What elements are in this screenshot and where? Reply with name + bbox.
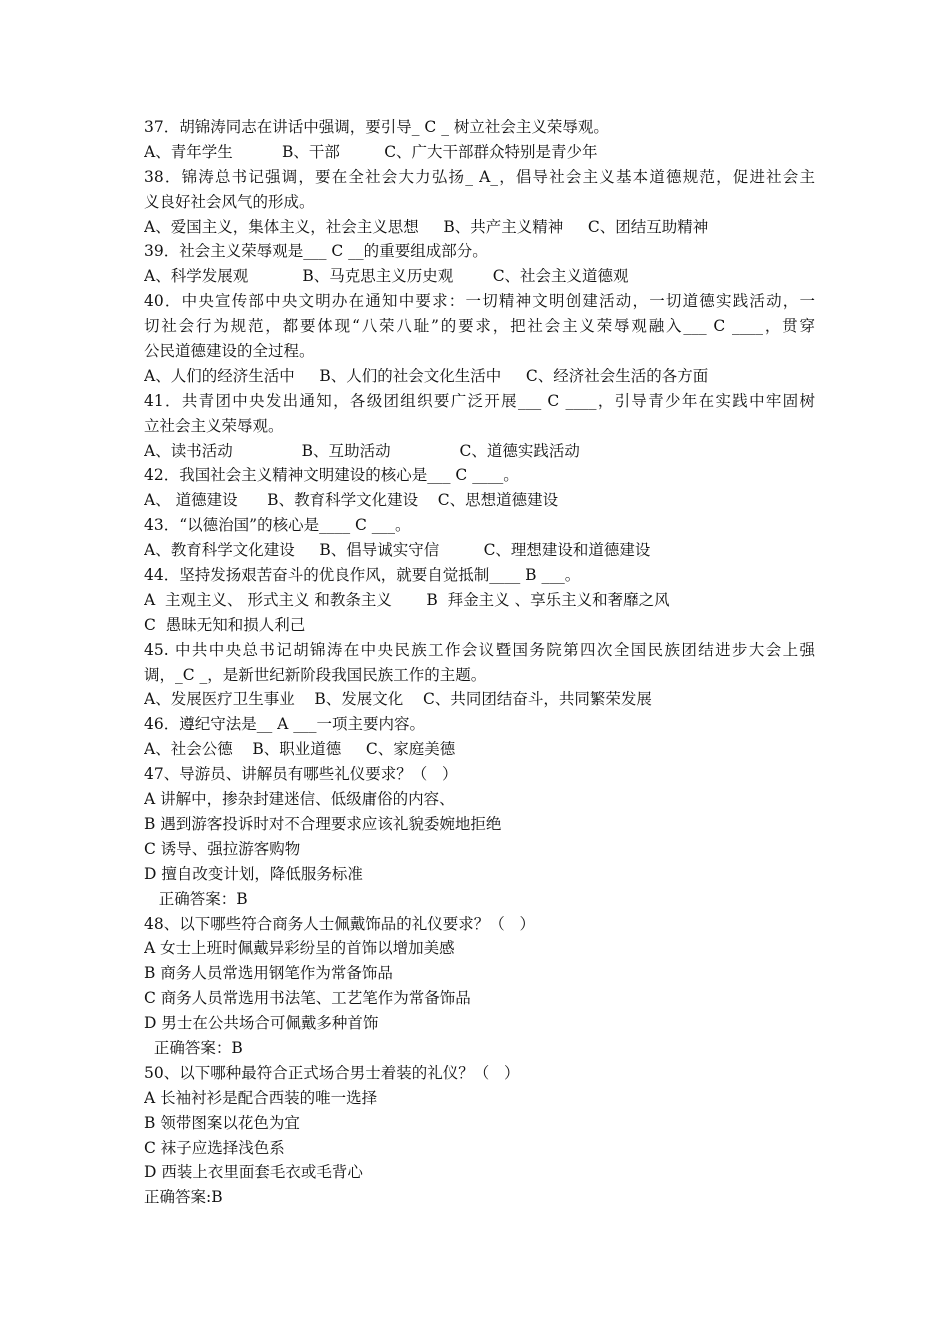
question-44: 44．坚持发扬艰苦奋斗的优良作风，就要自觉抵制____ B ___。 xyxy=(144,566,581,585)
options-37: A、青年学生 B、干部 C、广大干部群众特别是青少年 xyxy=(144,142,598,161)
question-45-cont: 调，_C _，是新世纪新阶段我国民族工作的主题。 xyxy=(144,665,487,684)
question-40-cont-2: 公民道德建设的全过程。 xyxy=(144,342,315,361)
options-38: A、爱国主义，集体主义，社会主义思想 B、共产主义精神 C、团结互助精神 xyxy=(144,217,709,236)
question-43: 43．“以德治国”的核心是____ C ___。 xyxy=(144,516,411,535)
option-47-c: C 诱导、强拉游客购物 xyxy=(144,839,301,858)
options-46: A、社会公德 B、职业道德 C、家庭美德 xyxy=(144,740,456,759)
question-45: 45. 中共中央总书记胡锦涛在中央民族工作会议暨国务院第四次全国民族团结进步大会上强 xyxy=(144,640,815,659)
question-37: 37．胡锦涛同志在讲话中强调，要引导_ C _ 树立社会主义荣辱观。 xyxy=(144,118,609,136)
question-46: 46．遵纪守法是__ A ___一项主要内容。 xyxy=(144,715,426,734)
options-42: A、 道德建设 B、教育科学文化建设 C、思想道德建设 xyxy=(144,491,559,510)
option-47-d: D 擅自改变计划，降低服务标准 xyxy=(144,864,363,883)
option-50-c: C 袜子应选择浅色系 xyxy=(144,1138,285,1157)
option-48-b: B 商务人员常选用钢笔作为常备饰品 xyxy=(144,964,393,983)
question-41: 41．共青团中央发出通知，各级团组织要广泛开展___ C ____，引导青少年在实践中牢固树 xyxy=(144,391,815,410)
options-45: A、发展医疗卫生事业 B、发展文化 C、共同团结奋斗，共同繁荣发展 xyxy=(144,690,652,709)
option-47-a: A 讲解中，掺杂封建迷信、低级庸俗的内容、 xyxy=(144,790,455,809)
option-50-a: A 长袖衬衫是配合西装的唯一选择 xyxy=(144,1088,378,1107)
question-41-cont: 立社会主义荣辱观。 xyxy=(144,416,284,435)
option-47-b: B 遇到游客投诉时对不合理要求应该礼貌委婉地拒绝 xyxy=(144,814,502,833)
options-43: A、教育科学文化建设 B、倡导诚实守信 C、理想建设和道德建设 xyxy=(144,541,651,560)
question-39: 39．社会主义荣辱观是___ C __的重要组成部分。 xyxy=(144,242,488,261)
option-50-b: B 领带图案以花色为宜 xyxy=(144,1113,300,1132)
options-44: A 主观主义、 形式主义 和教条主义 B 拜金主义 、享乐主义和奢靡之风 xyxy=(144,590,670,609)
option-48-a: A 女士上班时佩戴异彩纷呈的首饰以增加美感 xyxy=(144,939,455,958)
question-40: 40．中央宣传部中央文明办在通知中要求：一切精神文明创建活动，一切道德实践活动，一 xyxy=(144,292,815,311)
question-40-cont: 切社会行为规范，都要体现“八荣八耻”的要求，把社会主义荣辱观融入___ C ____，贯穿 xyxy=(144,317,815,336)
option-48-c: C 商务人员常选用书法笔、工艺笔作为常备饰品 xyxy=(144,989,471,1008)
question-38: 38．锦涛总书记强调，要在全社会大力弘扬_ A_，倡导社会主义基本道德规范，促进社会主 xyxy=(144,167,815,186)
answer-47: 正确答案：B xyxy=(144,889,248,908)
options-40: A、人们的经济生活中 B、人们的社会文化生活中 C、经济社会生活的各方面 xyxy=(144,366,709,385)
question-38-cont: 义良好社会风气的形成。 xyxy=(144,192,315,211)
question-47: 47、导游员、讲解员有哪些礼仪要求？（ ） xyxy=(144,765,458,784)
answer-50: 正确答案:B xyxy=(144,1188,223,1207)
question-42: 42．我国社会主义精神文明建设的核心是___ C ____。 xyxy=(144,466,519,485)
question-50: 50、以下哪种最符合正式场合男士着装的礼仪？（ ） xyxy=(144,1063,520,1082)
options-39: A、科学发展观 B、马克思主义历史观 C、社会主义道德观 xyxy=(144,267,629,286)
answer-48: 正确答案：B xyxy=(144,1038,243,1057)
option-48-d: D 男士在公共场合可佩戴多种首饰 xyxy=(144,1014,379,1033)
option-50-d: D 西装上衣里面套毛衣或毛背心 xyxy=(144,1163,363,1182)
options-44-cont: C 愚昧无知和损人利己 xyxy=(144,615,306,634)
options-41: A、读书活动 B、互助活动 C、道德实践活动 xyxy=(144,441,580,460)
question-48: 48、以下哪些符合商务人士佩戴饰品的礼仪要求？（ ） xyxy=(144,914,536,933)
